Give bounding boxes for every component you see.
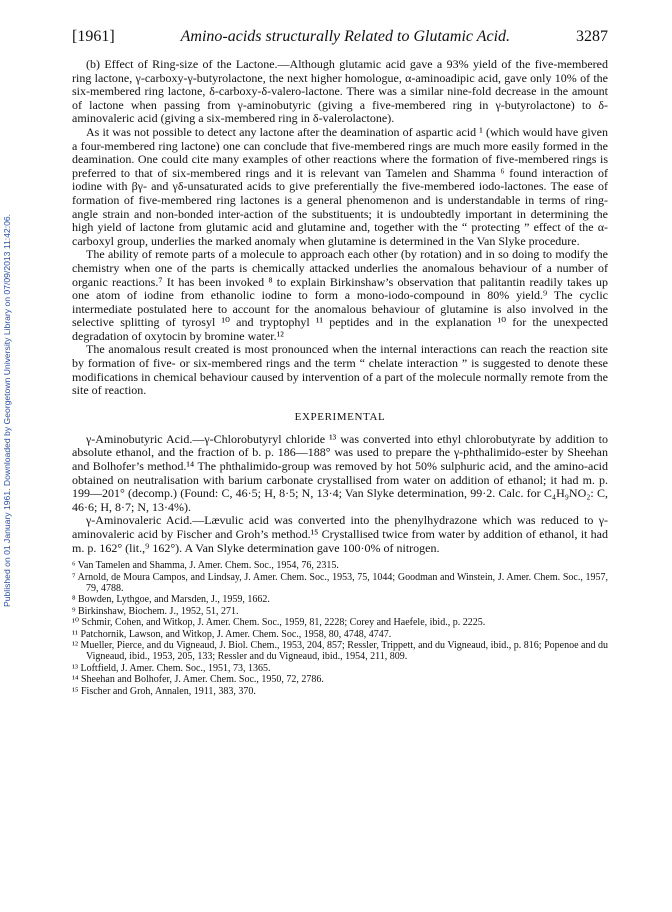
page-number: 3287	[576, 28, 608, 45]
reference-item: ¹⁵ Fischer and Groh, Annalen, 1911, 383, 370.	[72, 685, 256, 697]
reference-item: ⁹ Birkinshaw, Biochem. J., 1952, 51, 271.	[72, 605, 239, 617]
paragraph-lactone-formation: As it was not possible to detect any lactone after the deamination of aspartic acid ¹ (which would have given a four-membered ring lactone) one can conclude that five-membered rings are much more easily formed in the deamination. One could cite many examples of other reactions where the formation of five-membered rings is preferred to that of six-membered rings and it is relevant van Tamelen and Shamma ⁶ found interaction of iodine with βγ- and γδ-unsaturated acids to give preferentially the five-membered iodo-lactones. The ease of formation of five-membered ring lactones is a general phenomenon and is understandable in terms of ring-angle strain and non-bonded inter-action of the substituents; it is undoubtedly important in determining the high yield of lactone from glutamic acid and glutamine and, together with the “ protecting ” effect of the α-carboxyl group, underlies the marked anomaly when glutamine is determined in the Van Slyke procedure.	[72, 124, 608, 248]
paragraph-remote-parts: The ability of remote parts of a molecule to approach each other (by rotation) and in so doing to modify the chemistry when one of the parts is chemically attacked underlies the anomalous behaviour of a number of organic reactions.⁷ It has been invoked ⁸ to explain Birkinshaw’s observation that palitantin readily takes up one atom of iodine from ethanolic iodine to form a mono-iodo-compound in 80% yield.⁹ The cyclic intermediate postulated here to account for the anomalous behaviour of glutamine is also involved in the selective splitting of tyrosyl ¹⁰ and tryptophyl ¹¹ peptides and in the explanation ¹⁰ for the unexpected degradation of oxytocin by bromine water.¹²	[72, 247, 608, 343]
year-label: [1961]	[72, 28, 115, 45]
download-watermark	[2, 130, 20, 690]
page-header	[72, 28, 608, 50]
paragraph-ring-size: (b) Effect of Ring-size of the Lactone.—Although glutamic acid gave a 93% yield of the five-membered ring lactone, γ-carboxy-γ-butyrolactone, the next higher homologue, α-aminoadipic acid, gave only 10% of the six-membered ring lactone, δ-carboxy-δ-valero-lactone. There was a similar nine-fold decrease in the amount of lactone when passing from γ-aminobutyric (giving a five-membered ring in γ-butyrolactone) to δ-aminovaleric acid (giving a six-membered ring in δ-valerolactone).	[72, 57, 608, 126]
reference-item: ¹³ Loftfield, J. Amer. Chem. Soc., 1951, 73, 1365.	[72, 662, 271, 674]
reference-item: ¹¹ Patchornik, Lawson, and Witkop, J. Amer. Chem. Soc., 1958, 80, 4748, 4747.	[72, 628, 392, 640]
reference-item: ¹⁴ Sheehan and Bolhofer, J. Amer. Chem. Soc., 1950, 72, 2786.	[72, 674, 324, 686]
download-notice: Published on 01 January 1961. Downloaded by Georgetown University Library on 07/09/2013 11:42:06.	[2, 213, 12, 607]
article-body	[72, 58, 608, 697]
experimental-heading: EXPERIMENTAL	[294, 410, 386, 423]
running-title: Amino-acids structurally Related to Glutamic Acid.	[180, 28, 511, 45]
reference-item: ¹² Mueller, Pierce, and du Vigneaud, J. Biol. Chem., 1953, 204, 857; Ressler, Trippett, and du Vigneaud, ibid., p. 816; Popenoe and du Vigneaud, ibid., 1953, 205, 133; Ressler and du Vigneaud, ibid., 1954, 211, 809.	[72, 640, 608, 663]
paragraph-chelate-interaction: The anomalous result created is most pronounced when the internal interactions can reach the reaction site by formation of five- or six-membered rings and the term “ chelate interaction ” is suggested to denote these modifications in chemical behaviour caused by intervention of a part of the molecule normally remote from the site of reaction.	[72, 342, 608, 398]
references-list	[72, 560, 608, 697]
paragraph-aminovaleric: γ-Aminovaleric Acid.—Lævulic acid was converted into the phenylhydrazone which was reduced to γ-aminovaleric acid by Fischer and Groh’s method.¹⁵ Crystallised twice from water by addition of ethanol, it had m. p. 162° (lit.,⁹ 162°). A Van Slyke determination gave 100·0% of nitrogen.	[72, 513, 608, 555]
reference-item: ¹⁰ Schmir, Cohen, and Witkop, J. Amer. Chem. Soc., 1959, 81, 2228; Corey and Haefele, ibid., p. 2225.	[72, 617, 486, 629]
reference-item: ⁸ Bowden, Lythgoe, and Marsden, J., 1959, 1662.	[72, 594, 270, 606]
paragraph-aminobutyric: γ-Aminobutyric Acid.—γ-Chlorobutyryl chloride ¹³ was converted into ethyl chlorobutyrate by addition to absolute ethanol, and the fraction of b. p. 186—188° was used to prepare the γ-phthalimido-ester by Sheehan and Bolhofer’s method.¹⁴ The phthalimido-group was removed by hot 50% sulphuric acid, and the amino-acid obtained on neutralisation with barium carbonate crystallised from water on addition of ethanol; it had m. p. 199—201° (decomp.) (Found: C, 46·5; H, 8·5; N, 13·4; Van Slyke determination, 99·2. Calc. for C₄H₉NO₂: C, 46·6; H, 8·7; N, 13·4%).	[72, 431, 608, 514]
reference-item: ⁷ Arnold, de Moura Campos, and Lindsay, J. Amer. Chem. Soc., 1953, 75, 1044; Goodman and Winstein, J. Amer. Chem. Soc., 1957, 79, 4788.	[72, 571, 608, 594]
reference-item: ⁶ Van Tamelen and Shamma, J. Amer. Chem. Soc., 1954, 76, 2315.	[72, 560, 339, 572]
